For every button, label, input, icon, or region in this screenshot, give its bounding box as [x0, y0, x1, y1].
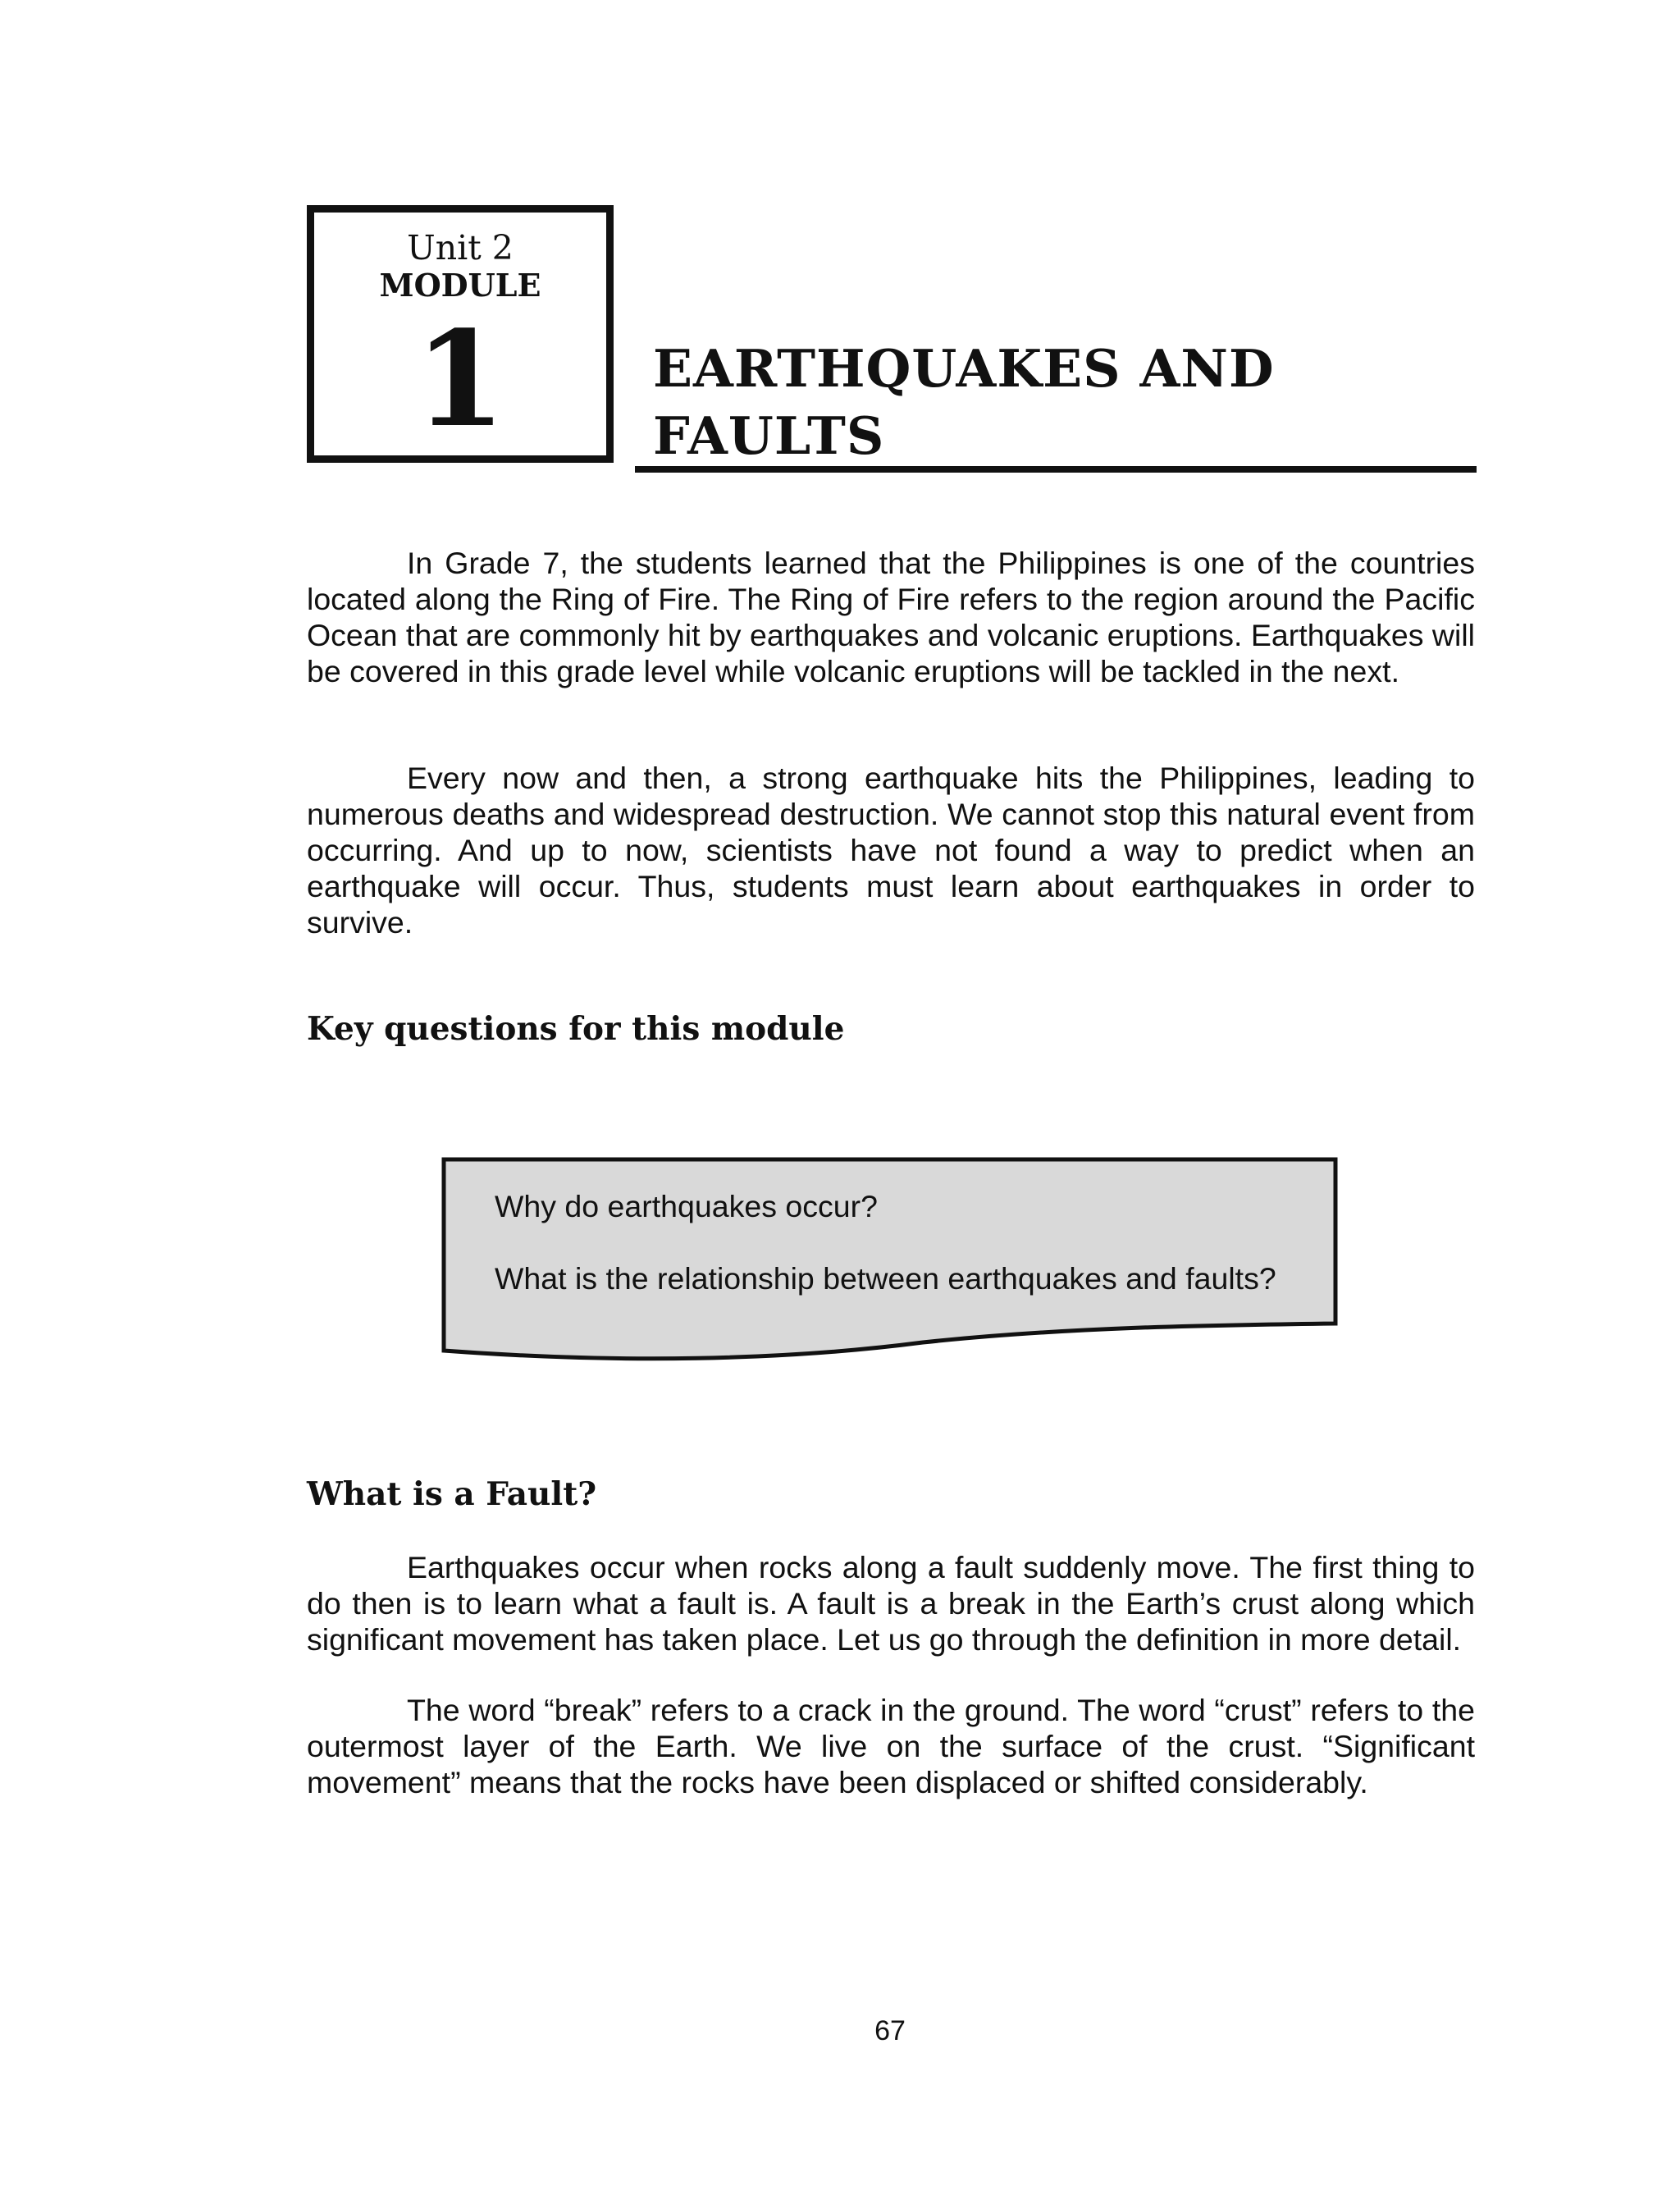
unit-label: Unit 2: [407, 228, 514, 267]
question-item-1: Why do earthquakes occur?: [495, 1189, 878, 1223]
what-is-fault-heading: What is a Fault?: [307, 1475, 597, 1513]
title-underline: [635, 466, 1477, 473]
key-questions-heading: Key questions for this module: [307, 1010, 845, 1048]
fault-paragraph-2: The word “break” refers to a crack in the ground. The word “crust” refers to the outermost layer of the Earth. We live on the surface of the crust. “Significant movement” means that the rocks have been displaced or shifted considerably.: [307, 1693, 1475, 1799]
chapter-title-line-2: FAULTS: [653, 405, 885, 466]
intro-paragraph-1: In Grade 7, the students learned that the Philippines is one of the countries located along the Ring of Fire. The Ring of Fire refers to the region around the Pacific Ocean that are commonly hit by earthquakes and volcanic eruptions. Earthquakes will be covered in this grade level while volcanic eruptions will be tackled in the next.: [307, 546, 1475, 688]
page-number: 67: [874, 2015, 906, 2046]
module-badge: [307, 205, 614, 463]
chapter-title: [653, 335, 1473, 469]
fault-paragraph-1: Earthquakes occur when rocks along a fault suddenly move. The first thing to do then is to learn what a fault is. A fault is a break in the Earth’s crust along which significant movement has taken place. Let us go through the definition in more detail.: [307, 1550, 1475, 1657]
module-label: MODULE: [379, 267, 541, 304]
chapter-title-line-1: EARTHQUAKES AND: [653, 338, 1275, 399]
module-number: 1: [414, 302, 506, 456]
key-questions-banner: [439, 1155, 1341, 1369]
question-item-2: What is the relationship between earthquakes and faults?: [495, 1261, 1276, 1296]
intro-paragraph-2: Every now and then, a strong earthquake hits the Philippines, leading to numerous deaths and widespread destruction. We cannot stop this natural event from occurring. And up to now, scientists have not found a way to predict when an earthquake will occur. Thus, students must learn about earthquakes in order to survive.: [307, 761, 1475, 940]
